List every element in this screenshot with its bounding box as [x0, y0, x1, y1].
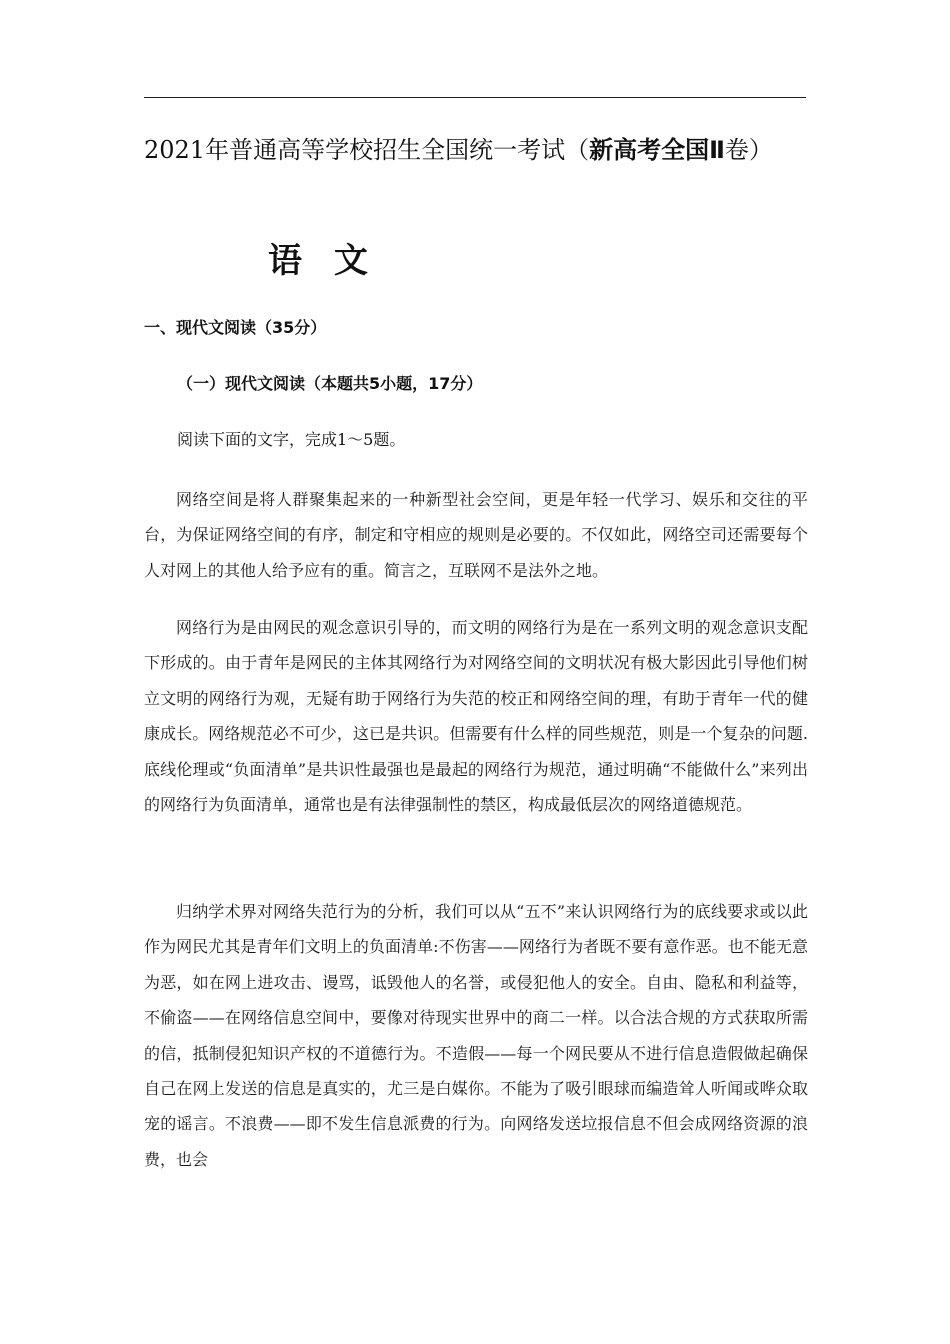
header-divider [144, 97, 806, 98]
passage-paragraph-2: 网络行为是由网民的观念意识引导的，而文明的网络行为是在一系列文明的观念意识支配下形成的。由于青年是网民的主体其网络行为对网络空间的文明状况有极大影因此引导他们树立文明的网络行为观，无疑有助于网络行为失范的校正和网络空间的理，有助于青年一代的健康成长。网络规范必不可少，这已是共识。但需要有什么样的同些规范，则是一个复杂的问题.底线伦理或“负面清单”是共识性最强也是最起的网络行为规范，通过明确“不能做什么”来列出的网络行为负面清单，通常也是有法律强制性的禁区，构成最低层次的网络道德规范。 [144, 618, 808, 815]
subject-title: 语 文 [268, 241, 378, 281]
passage-paragraph-3: 归纳学术界对网络失范行为的分析，我们可以从“五不”来认识网络行为的底线要求或以此作为网民尤其是青年们文明上的负面清单:不伤害——网络行为者既不要有意作恶。也不能无意为恶，如在网上进攻击、谩骂，诋毁他人的名誉，或侵犯他人的安全。自由、隐私和利益等，不偷盗——在网络信息空间中，要像对待现实世界中的商二一样。以合法合规的方式获取所需的信，抵制侵犯知识产权的不道德行为。不造假——每一个网民要从不进行信息造假做起确保自己在网上发送的信息是真实的，尤三是白媒你。不能为了吸引眼球而编造耸人听闻或哗众取宠的谣言。不浪费——即不发生信息派费的行为。向网络发送垃报信息不但会成网络资源的浪费，也会 [144, 902, 808, 1169]
passage-paragraph-1: 网络空间是将人群聚集起来的一种新型社会空间，更是年轻一代学习、娱乐和交往的平台，为保证网络空间的有序，制定和守相应的规则是必要的。不仅如此，网络空司还需要每个人对网上的其他人给予应有的重。简言之，互联网不是法外之地。 [144, 490, 808, 580]
exam-title-end: 卷） [724, 136, 773, 164]
exam-title-bold: 新高考全国Ⅱ [589, 136, 725, 164]
exam-title-regular: 2021年普通高等学校招生全国统一考试（ [144, 136, 590, 164]
section-heading: 一、现代文阅读（35分） [144, 318, 327, 337]
reading-instruction: 阅读下面的文字，完成1～5题。 [177, 430, 406, 449]
exam-title [144, 128, 808, 172]
sub-section-heading: （一）现代文阅读（本题共5小题，17分） [177, 374, 483, 393]
